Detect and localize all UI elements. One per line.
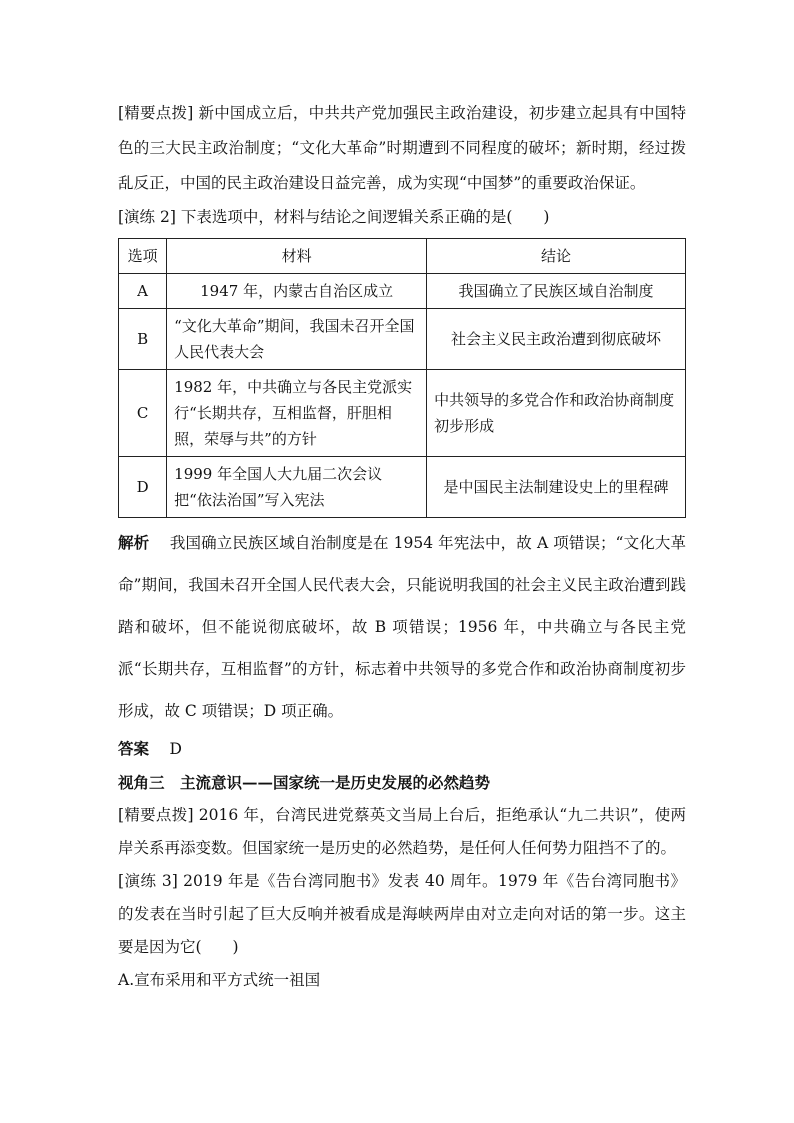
- table-header-row: [119, 239, 686, 274]
- header-material: 材料: [167, 239, 427, 274]
- section-heading: 视角三 主流意识——国家统一是历史发展的必然趋势: [118, 773, 491, 792]
- row-conclusion: 我国确立了民族区域自治制度: [427, 274, 686, 309]
- row-conclusion: 中共领导的多党合作和政治协商制度初步形成: [427, 370, 686, 457]
- key-point-paragraph-2: [118, 799, 686, 865]
- analysis-label: 解析: [118, 533, 150, 552]
- options-table: [118, 238, 686, 518]
- header-option: 选项: [119, 239, 167, 274]
- analysis-paragraph: [118, 522, 686, 732]
- answer-line: [118, 732, 686, 766]
- exercise-3-question: [118, 865, 686, 964]
- table-row: [119, 457, 686, 518]
- table-row: [119, 309, 686, 370]
- row-option: C: [119, 370, 167, 457]
- row-option: A: [119, 274, 167, 309]
- row-conclusion: 社会主义民主政治遭到彻底破坏: [427, 309, 686, 370]
- exercise-3-label: [演练 3]: [118, 872, 178, 890]
- row-material: 1999 年全国人大九届二次会议把“依法治国”写入宪法: [167, 457, 427, 518]
- row-material: 1982 年，中共确立与各民主党派实行“长期共存，互相监督，肝胆相照，荣辱与共”的方针: [167, 370, 427, 457]
- row-option: B: [119, 309, 167, 370]
- answer-label: 答案: [118, 739, 150, 758]
- row-conclusion: 是中国民主法制建设史上的里程碑: [427, 457, 686, 518]
- table-row: [119, 274, 686, 309]
- analysis-text: 我国确立民族区域自治制度是在 1954 年宪法中，故 A 项错误；“文化大革命”期间，我国未召开全国人民代表大会，只能说明我国的社会主义民主政治遭到践踏和破坏，但不能说彻底破坏，故 B 项错误；1956 年，中共确立与各民主党派“长期共存，互相监督”的方针，标志着中共领导的多党合作和政治协商制度初步形成，故 C 项错误；D 项正确。: [118, 534, 686, 720]
- key-point-paragraph: [118, 96, 686, 201]
- key-point-label-2: [精要点拨]: [118, 806, 194, 824]
- row-material: 1947 年，内蒙古自治区成立: [167, 274, 427, 309]
- exercise-2-question: [118, 201, 686, 234]
- answer-value: D: [169, 740, 182, 758]
- choice-a: A.宣布采用和平方式统一祖国: [118, 971, 321, 989]
- exercise-2-label: [演练 2]: [118, 208, 176, 226]
- key-point-label: [精要点拨]: [118, 104, 194, 122]
- row-option: D: [119, 457, 167, 518]
- document-page: [118, 96, 686, 997]
- row-material: “文化大革命”期间，我国未召开全国人民代表大会: [167, 309, 427, 370]
- exercise-2-text: 下表选项中，材料与结论之间逻辑关系正确的是( ): [180, 208, 550, 226]
- key-point-text: 新中国成立后，中共共产党加强民主政治建设，初步建立起具有中国特色的三大民主政治制度；“文化大革命”时期遭到不同程度的破坏；新时期，经过拨乱反正，中国的民主政治建设日益完善，成为实现“中国梦”的重要政治保证。: [118, 104, 686, 192]
- exercise-3-text: 2019 年是《告台湾同胞书》发表 40 周年。1979 年《告台湾同胞书》的发表在当时引起了巨大反响并被看成是海峡两岸由对立走向对话的第一步。这主要是因为它( ): [118, 872, 687, 956]
- table-row: [119, 370, 686, 457]
- header-conclusion: 结论: [427, 239, 686, 274]
- key-point-text-2: 2016 年，台湾民进党蔡英文当局上台后，拒绝承认“九二共识”，使两岸关系再添变数。但国家统一是历史的必然趋势，是任何人任何势力阻挡不了的。: [118, 806, 686, 857]
